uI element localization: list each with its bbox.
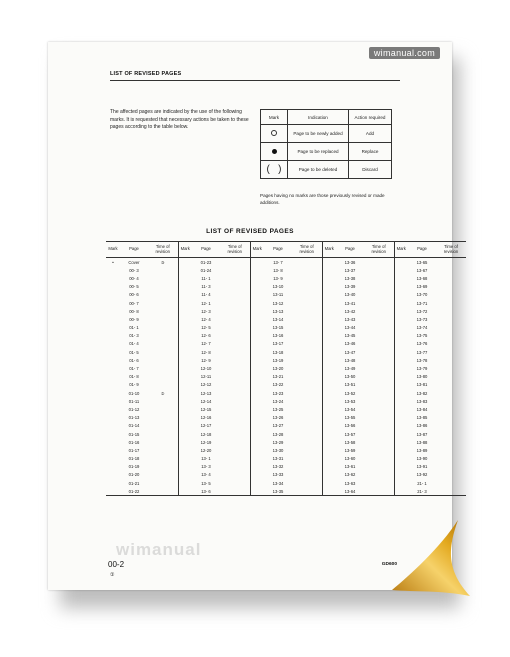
page-cell: 13-82 [416,390,428,396]
page-cell: 13-12 [272,300,284,306]
page-cell: 13-34 [272,480,284,486]
page-cell: 13-40 [344,292,356,298]
page-cell: 13-85 [416,415,428,421]
page-cell: 13- 1 [201,456,211,462]
page-cell: 13-78 [416,357,428,363]
legend-indication: Page to be replaced [288,143,349,161]
page-cell: 11- 1 [201,275,211,281]
page-cell: 13-71 [416,300,428,306]
page-cell: 13-74 [416,325,428,331]
page-cell: 12- 9 [201,357,211,363]
page-cell: 13-86 [416,423,428,429]
list-title: LIST OF REVISED PAGES [206,228,294,235]
page-cell: 13- 9 [273,275,283,281]
mark-cell: • [112,259,114,265]
col-header-rev: Time of revision [292,242,322,258]
page-cell: 01-18 [128,456,140,462]
page-cell: 01- 9 [129,382,139,388]
page-cell: 13-28 [272,431,284,437]
page-cell: 12-10 [200,366,212,372]
page-cell: 13-46 [344,341,356,347]
page-cell: 13-39 [344,284,356,290]
page-cell: 01-14 [128,423,140,429]
page-cell: 13-20 [272,366,284,372]
page-cell: 12-14 [200,398,212,404]
page-cell: Cover [128,259,140,265]
col-header-page: Page [336,242,364,258]
page-cell: 01-21 [128,480,140,486]
parentheses-icon: ( ) [261,161,288,179]
col-header-page: Page [408,242,436,258]
page-cell: 13-19 [272,357,284,363]
col-header-rev: Time of revision [364,242,394,258]
page-cell: 13-90 [416,456,428,462]
page-cell: 00- 4 [129,275,139,281]
page-cell: 13-53 [344,398,356,404]
page-cell: 13-25 [272,406,284,412]
page-cell: 13-44 [344,325,356,331]
page-cell: 13-36 [344,259,356,265]
page-cell: 13-15 [272,325,284,331]
page-cell: 13-38 [344,275,356,281]
page-cell: 13-50 [344,374,356,380]
page-cell: 13-67 [416,267,428,273]
page-cell: 00- 9 [129,316,139,322]
watermark-bottom: wimanual [116,540,202,559]
page-cell: 12- 1 [201,300,211,306]
page-cell: 13-75 [416,333,428,339]
page-cell: 13- 8 [273,267,283,273]
page-cell: 13-57 [344,431,356,437]
page-cell: 13-70 [416,292,428,298]
page-cell: 13- 7 [273,259,283,265]
page-cell: 13-16 [272,333,284,339]
page-cell: 00- 5 [129,284,139,290]
col-header-page: Page [120,242,148,258]
page-cell: 13-10 [272,284,284,290]
legend-note: Pages having no marks are those previously revised or made additions. [260,193,385,205]
page-cell: 13-41 [344,300,356,306]
legend-header-action: Action required [349,110,392,125]
page-cell: 12-12 [200,382,212,388]
legend-indication: Page to be deleted [288,161,349,179]
page-cell: 01- 4 [129,341,139,347]
page-cell: 12-20 [200,447,212,453]
page-cell: 13-72 [416,308,428,314]
page-cell: 13-37 [344,267,356,273]
page-cell: 13-49 [344,366,356,372]
page-cell: 13-68 [416,275,428,281]
page-cell: 13-81 [416,382,428,388]
legend-header-mark: Mark [261,110,288,125]
page-cell: 13-48 [344,357,356,363]
page-cell: 12- 3 [201,308,211,314]
page-cell: 13-61 [344,464,356,470]
page-cell: 01-19 [128,464,140,470]
page-cell: 13-13 [272,308,284,314]
legend-header-indication: Indication [288,110,349,125]
page-cell: 13-52 [344,390,356,396]
page-cell: 01- 6 [129,357,139,363]
page-cell: 13-23 [272,390,284,396]
col-header-mark: Mark [250,242,264,258]
footer-revision-mark: ① [110,572,115,578]
page-cell: 13-14 [272,316,284,322]
revision-cell: ③ [160,259,165,265]
page-cell: 12-19 [200,439,212,445]
page-cell: 13-42 [344,308,356,314]
page-cell: 13-26 [272,415,284,421]
page-cell: 13-87 [416,431,428,437]
page-cell: 13-54 [344,406,356,412]
page-cell: 13-30 [272,447,284,453]
page-cell: 13-18 [272,349,284,355]
page-cell: 13- 4 [201,472,211,478]
page-cell: 13-33 [272,472,284,478]
legend-action: Replace [349,143,392,161]
watermark-top: wimanual.com [369,47,440,59]
page-cell: 13-29 [272,439,284,445]
page-cell: 01-23 [200,259,212,265]
page-cell: 13- 5 [201,480,211,486]
page-cell: 13-79 [416,366,428,372]
page-cell: 13-60 [344,456,356,462]
page-cell: 13-89 [416,447,428,453]
page-cell: 01-15 [128,431,140,437]
page-cell: 13-35 [264,487,292,496]
page-cell: 13-92 [416,472,428,478]
page-cell: 01-11 [128,398,140,404]
header-title: LIST OF REVISED PAGES [110,71,182,77]
page-cell: 12- 8 [201,349,211,355]
page-cell: 13-21 [272,374,284,380]
page-cell: 13-76 [416,341,428,347]
page-cell: 13- 6 [192,487,220,496]
page-cell: 13-47 [344,349,356,355]
page-cell: 13- 3 [201,464,211,470]
page-cell: 13-63 [344,480,356,486]
revision-cell: ② [160,390,165,396]
legend-action: Discard [349,161,392,179]
page-cell: 00- 6 [129,292,139,298]
page-cell: 12- 5 [201,325,211,331]
page-cell: 13-88 [416,439,428,445]
page-cell: 11- 4 [201,292,211,298]
page-cell: 13-32 [272,464,284,470]
page-cell: 13-17 [272,341,284,347]
page-cell: 13-91 [416,464,428,470]
page-cell: 13-84 [416,406,428,412]
page-cell: 12-17 [200,423,212,429]
page-cell: 00- 8 [129,308,139,314]
page-cell: 12-11 [200,374,212,380]
intro-text: The affected pages are indicated by the use of the following marks. It is requested that necessary actions be taken to these pages according to the table below. [110,109,249,130]
page-cell: 00- 3 [129,267,139,273]
col-header-mark: Mark [322,242,336,258]
page-cell: 01- 7 [129,366,139,372]
page-cell: 12-15 [200,406,212,412]
page-cell: 13-58 [344,439,356,445]
page-cell: 13-22 [272,382,284,388]
page-cell: 01-12 [128,406,140,412]
footer-model-code: GD600 [381,562,397,567]
page-cell: 13-65 [416,259,428,265]
page-cell: 11- 3 [201,284,211,290]
page-cell: 13-55 [344,415,356,421]
page-cell: 21- 1 [417,480,427,486]
page-cell: 13-62 [344,472,356,478]
col-header-rev: Time of revision [436,242,466,258]
page-cell: 13-24 [272,398,284,404]
page-cell: 01-10 [128,390,140,396]
page-cell: 13-31 [272,456,284,462]
page-cell: 01-17 [128,447,140,453]
page-cell: 12-18 [200,431,212,437]
page-cell: 01-20 [128,472,140,478]
page-cell: 01-22 [120,487,148,496]
page-cell: 13-64 [336,487,364,496]
page-cell: 13-73 [416,316,428,322]
page-cell: 13-45 [344,333,356,339]
page-cell: 12- 6 [201,333,211,339]
page-cell: 13-80 [416,374,428,380]
col-header-mark: Mark [106,242,120,258]
footer-page-number: 00-2 [108,560,125,569]
page-cell: 12- 4 [201,316,211,322]
page-cell: 21- 3 [408,487,436,496]
page-cell: 13-59 [344,447,356,453]
page-cell: 13-77 [416,349,428,355]
page-cell: 12-16 [200,415,212,421]
col-header-page: Page [264,242,292,258]
page-cell: 01-16 [128,439,140,445]
page-cell: 13-83 [416,398,428,404]
page-cell: 13-43 [344,316,356,322]
page-cell: 01- 8 [129,374,139,380]
page-cell: 00- 7 [129,300,139,306]
page-cell: 13-56 [344,423,356,429]
page-cell: 01- 1 [129,325,139,331]
legend-indication: Page to be newly added [288,125,349,143]
col-header-mark: Mark [394,242,408,258]
page-cell: 12-13 [200,390,212,396]
page-cell: 01-24 [200,267,212,273]
page-cell: 01- 5 [129,349,139,355]
page-cell: 01-13 [128,415,140,421]
page-cell: 13-51 [344,382,356,388]
col-header-page: Page [192,242,220,258]
page-cell: 13-27 [272,423,284,429]
page-cell: 01- 3 [129,333,139,339]
page-cell: 12- 7 [201,341,211,347]
page-cell: 13-11 [272,292,284,298]
page-cell: 13-69 [416,284,428,290]
legend-action: Add [349,125,392,143]
col-header-rev: Time of revision [148,242,178,258]
col-header-rev: Time of revision [220,242,250,258]
col-header-mark: Mark [178,242,192,258]
